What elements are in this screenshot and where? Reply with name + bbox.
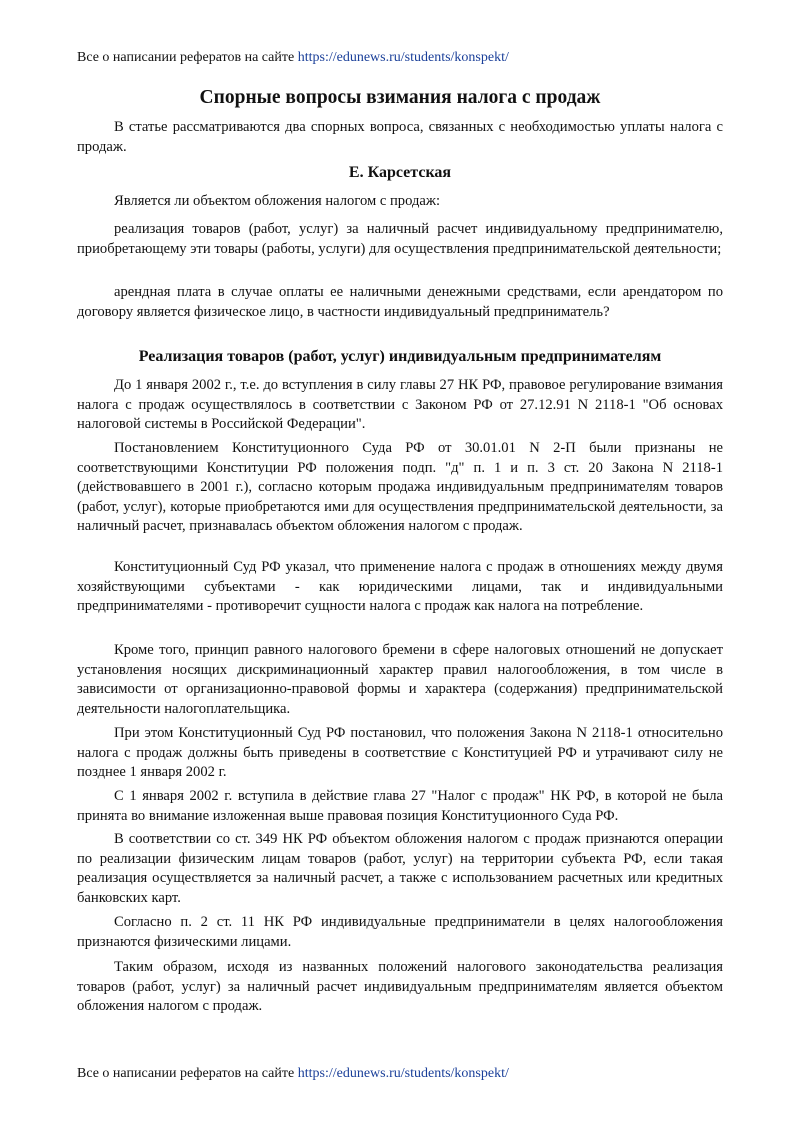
- footer-text: Все о написании рефератов на сайте: [77, 1066, 298, 1081]
- author-name: Е. Карсетская: [348, 164, 452, 181]
- header-text: Все о написании рефератов на сайте: [77, 50, 298, 65]
- footer-link[interactable]: https://edunews.ru/students/konspekt/: [297, 1066, 509, 1081]
- intro-paragraph: В статье рассматриваются два спорных вопроса, связанных с необходимостью уплаты налога с продаж.: [77, 119, 723, 155]
- body-paragraph: С 1 января 2002 г. вступила в действие глава 27 "Налог с продаж" НК РФ, в которой не была принята во внимание изложенная выше правовая позиция Конституционного Суда РФ.: [77, 788, 723, 824]
- section-title: Реализация товаров (работ, услуг) индивидуальным предпринимателям: [138, 348, 662, 365]
- page-footer: [77, 1065, 509, 1083]
- body-paragraph: Кроме того, принцип равного налогового бремени в сфере налоговых отношений не допускает установления носящих дискриминационный характер правил налогообложения, в том числе в зависимости от организационно-правовой формы и характера (содержания) предпринимательской деятельности налогоплательщика.: [77, 642, 723, 717]
- body-paragraph: При этом Конституционный Суд РФ постановил, что положения Закона N 2118-1 относительно налога с продаж должны быть приведены в соответствие с Конституцией РФ и утрачивают силу не позднее 1 января 2002 г.: [77, 725, 723, 780]
- page-header: [77, 49, 509, 67]
- body-paragraph: Таким образом, исходя из названных положений налогового законодательства реализация товаров (работ, услуг) за наличный расчет индивидуальным предпринимателям является объектом обложения налогом с продаж.: [77, 959, 723, 1014]
- body-paragraph: Постановлением Конституционного Суда РФ от 30.01.01 N 2-П были признаны не соответствующими Конституции РФ положения подп. "д" п. 1 и п. 3 ст. 20 Закона N 2118-1 (действовавшего в 2001 г.), согласно которым продажа индивидуальным предпринимателям товаров (работ, услуг), которые приобретаются ими для осуществления предпринимательской деятельности, за наличный расчет, признавалась объектом обложения налогом с продаж.: [77, 440, 723, 534]
- question-intro: Является ли объектом обложения налогом с продаж:: [114, 193, 440, 209]
- header-link[interactable]: https://edunews.ru/students/konspekt/: [297, 50, 509, 65]
- document-title: Спорные вопросы взимания налога с продаж: [199, 87, 601, 108]
- body-paragraph: Конституционный Суд РФ указал, что применение налога с продаж в отношениях между двумя хозяйствующими субъектами - как юридическими лицами, так и индивидуальными предпринимателями - противоречит сущности налога с продаж как налога на потребление.: [77, 559, 723, 614]
- question-item: арендная плата в случае оплаты ее наличными денежными средствами, если арендатором по договору является физическое лицо, в частности индивидуальный предприниматель?: [77, 284, 723, 320]
- body-paragraph: До 1 января 2002 г., т.е. до вступления в силу главы 27 НК РФ, правовое регулирование взимания налога с продаж осуществлялось в соответствии с Законом РФ от 27.12.91 N 2118-1 "Об основах налоговой системы в Российской Федерации".: [77, 377, 723, 432]
- body-paragraph: В соответствии со ст. 349 НК РФ объектом обложения налогом с продаж признаются операции по реализации физическим лицам товаров (работ, услуг) на территории субъекта РФ, если такая реализация осуществляется за наличный расчет, а также с использованием расчетных или кредитных банковских карт.: [77, 831, 723, 906]
- question-item: реализация товаров (работ, услуг) за наличный расчет индивидуальному предпринимателю, приобретающему эти товары (работы, услуги) для осуществления предпринимательской деятельности;: [77, 221, 723, 257]
- body-paragraph: Согласно п. 2 ст. 11 НК РФ индивидуальные предприниматели в целях налогообложения признаются физическими лицами.: [77, 914, 723, 950]
